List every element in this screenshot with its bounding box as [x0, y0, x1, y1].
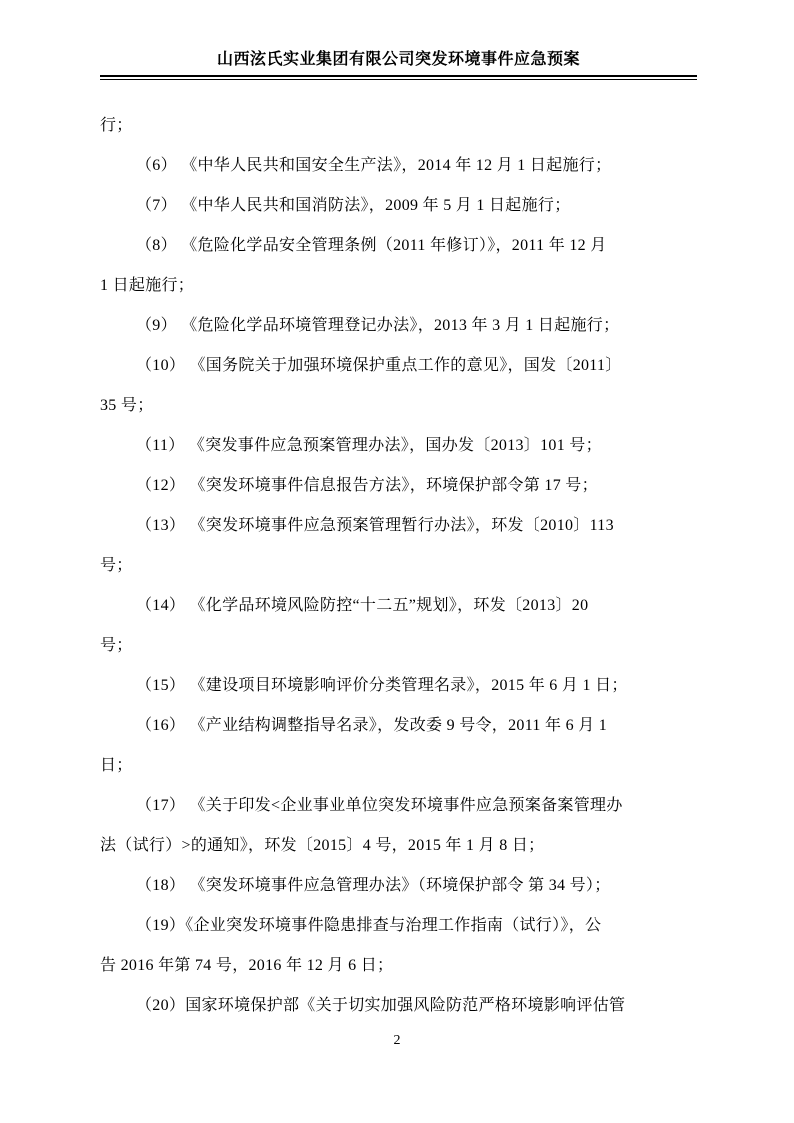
paragraph [100, 986, 700, 1026]
text-line: （11） 《突发事件应急预案管理办法》，国办发〔2013〕101 号； [136, 437, 602, 454]
text-line: 号； [100, 557, 133, 574]
page-header [100, 50, 697, 80]
page-number: 2 [393, 1033, 401, 1048]
paragraph [100, 426, 700, 466]
text-line: （16） 《产业结构调整指导名录》，发改委 9 号令，2011 年 6 月 1 [136, 717, 608, 734]
text-line: （12） 《突发环境事件信息报告方法》，环境保护部令第 17 号； [136, 477, 598, 494]
text-line: （15） 《建设项目环境影响评价分类管理名录》，2015 年 6 月 1 日； [136, 677, 628, 694]
text-line: （14） 《化学品环境风险防控“十二五”规划》，环发〔2013〕20 [136, 597, 589, 614]
text-line: （18） 《突发环境事件应急管理办法》（环境保护部令 第 34 号）； [136, 877, 611, 894]
paragraph [100, 466, 700, 506]
paragraph [100, 146, 700, 186]
text-line: 告 2016 年第 74 号，2016 年 12 月 6 日； [100, 957, 394, 974]
paragraph [100, 866, 700, 906]
paragraph [100, 906, 700, 986]
header-title: 山西泫氏实业集团有限公司突发环境事件应急预案 [216, 51, 580, 68]
text-line: （10） 《国务院关于加强环境保护重点工作的意见》，国发〔2011〕 [136, 357, 622, 374]
text-line: 1 日起施行； [100, 277, 195, 294]
text-line: （9） 《危险化学品环境管理登记办法》，2013 年 3 月 1 日起施行； [136, 317, 620, 334]
document-body [100, 106, 700, 1026]
paragraph [100, 346, 700, 426]
paragraph [100, 186, 700, 226]
page-footer [0, 1030, 794, 1052]
text-line: （20）国家环境保护部《关于切实加强风险防范严格环境影响评估管 [136, 997, 626, 1014]
text-line: （13） 《突发环境事件应急预案管理暂行办法》，环发〔2010〕113 [136, 517, 614, 534]
text-line: 日； [100, 757, 133, 774]
paragraph [100, 106, 700, 146]
paragraph [100, 666, 700, 706]
text-line: （8） 《危险化学品安全管理条例（2011 年修订）》，2011 年 12 月 [136, 237, 607, 254]
header-rule-thick [100, 75, 697, 77]
text-line: 行； [100, 117, 133, 134]
paragraph [100, 306, 700, 346]
paragraph [100, 786, 700, 866]
header-rule-thin [100, 79, 697, 80]
text-line: （17） 《关于印发<企业事业单位突发环境事件应急预案备案管理办 [136, 797, 623, 814]
text-line: 35 号； [100, 397, 154, 414]
paragraph [100, 506, 700, 586]
text-line: （7） 《中华人民共和国消防法》，2009 年 5 月 1 日起施行； [136, 197, 571, 214]
text-line: （19）《企业突发环境事件隐患排查与治理工作指南（试行）》，公 [136, 917, 602, 934]
text-line: 号； [100, 637, 133, 654]
paragraph [100, 586, 700, 666]
text-line: （6） 《中华人民共和国安全生产法》，2014 年 12 月 1 日起施行； [136, 157, 612, 174]
paragraph [100, 706, 700, 786]
text-line: 法（试行）>的通知》，环发〔2015〕4 号，2015 年 1 月 8 日； [100, 837, 545, 854]
paragraph [100, 226, 700, 306]
